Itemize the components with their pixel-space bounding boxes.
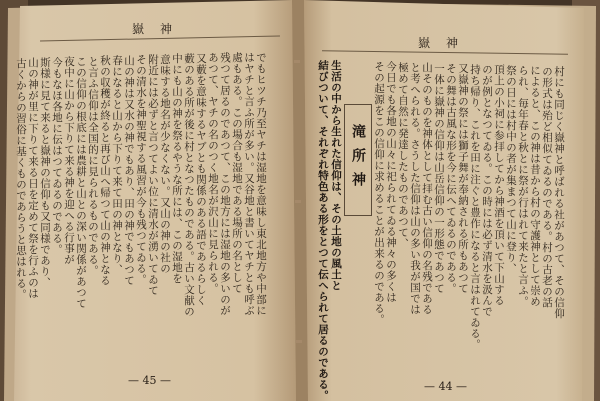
left-page-header: 嶽神 (132, 22, 189, 36)
left-col: 附近には必ずと言つてよい位に清水が湧いてゐて (147, 54, 159, 296)
right-col: 山そのものを神体として拝む古い信仰の名残である (421, 62, 433, 315)
right-col: 一体に嶽神の信仰は山岳信仰の一形態であつて (433, 63, 445, 294)
right-col: 持ち帰り、これを田に注ぐと豊作になると言はれてゐる。 (469, 64, 481, 350)
right-page-header: 嶽神 (418, 36, 475, 50)
right-col: 頂上の小祠に参拝してから神酒を頂いて下山する (493, 64, 505, 306)
left-col: 秋の収穫が終ると再び山へ帰つて山の神となる (99, 55, 111, 286)
left-col: と言ふ信仰は全国的に見られるものである。 (87, 56, 99, 276)
right-col-after-title: 生活の中から生れた信仰は、その土地の風土と (330, 60, 342, 291)
right-col: その起源をこの信仰に求めることが出来るのである。 (373, 61, 385, 325)
right-col: 今日でも各地の山々に祀られてゐる神々の多くは (385, 61, 397, 303)
left-col: 山の神は又水の神でもあり、田の神でもあつて (123, 55, 135, 286)
right-col: 極めて自然に発達したものであつて、 (397, 62, 409, 249)
left-col: 又藪を意味するヤブとも関係のある語であるらしく (195, 53, 207, 306)
left-col: 古くからの習俗に基くものであらうと思はれる。 (15, 58, 27, 300)
binding-stitch (294, 60, 300, 63)
left-col: その清水を神聖視する風習が今も残つてゐる。 (135, 54, 147, 285)
right-col: のが例となつてゐる。この時には必ず清水を汲んで (481, 64, 493, 317)
binding-stitch (295, 200, 301, 203)
left-col: 山の神が里に下りて来る日を定めて祭を行ふのは (27, 57, 39, 299)
left-col: 夜中に山から下りて来る神を迎へる行事が (63, 56, 75, 265)
left-col: 處もある。この場合も湿地である場所の名として (231, 52, 243, 294)
left-col: あつて、ヤチの名のつく地名が沢山に見られる。 (207, 52, 219, 294)
left-page-number: — 45 — (128, 374, 171, 387)
right-col: の形式は殆ど相似てゐるのである。村の古老の話 (541, 66, 553, 308)
left-col: 春になると山から下りて来て田の神となり、 (111, 55, 123, 275)
right-col: 村にも同じく嶽神と呼ばれる社があつて、その信仰 (553, 66, 565, 319)
left-col: 残つて居るのであつて、この地方には湿地の多いのが (219, 52, 231, 316)
right-col: 又嶽神の祭には獅子舞が奉納される所もあつて (457, 63, 469, 294)
right-col: によると、この神は昔から村の守護神として崇め (529, 65, 541, 307)
left-col: 藪のある所が後に村となつたものである。古い文献の (183, 53, 195, 317)
binding-stitch (296, 340, 302, 343)
left-col: でもヒツチ乃至ヤチは湿地を意味し東北地方や中部に (255, 52, 267, 316)
left-col: 中にも山の神を祭るやうな所には、この湿地を (171, 53, 183, 284)
right-col-after-title: 結びついて、それぞれ特色ある形をとつて伝へられて居るのである。 (317, 60, 329, 401)
right-col: 祭の日には村中の者が集まつて山に登り、 (505, 65, 517, 274)
left-col: 意味する地名が少なくない。又山の神の社の (159, 54, 171, 274)
right-page-number: — 44 — (424, 380, 467, 393)
left-col: 今もなほ各地に伝はつてゐるのである。 (51, 57, 63, 255)
left-col: この信仰の根底には農耕と山との深い関係があつて (75, 56, 87, 309)
section-title: 滝所神 (344, 104, 372, 216)
right-col: られ、毎年春と秋とに祭が行はれて来たと言ふ。 (517, 65, 529, 307)
left-col: はヤチと言ふ所が多い。又谷地と書いてヤチとも呼ぶ (243, 52, 255, 316)
right-col: と考へられる。さうした信仰は山の多い我が国では (409, 62, 421, 315)
right-col: その舞は古風な形を今に伝へてゐるのである。 (445, 63, 457, 294)
left-col: 斯様に見て来ると嶽神の信仰も又同様であり、 (39, 57, 51, 288)
